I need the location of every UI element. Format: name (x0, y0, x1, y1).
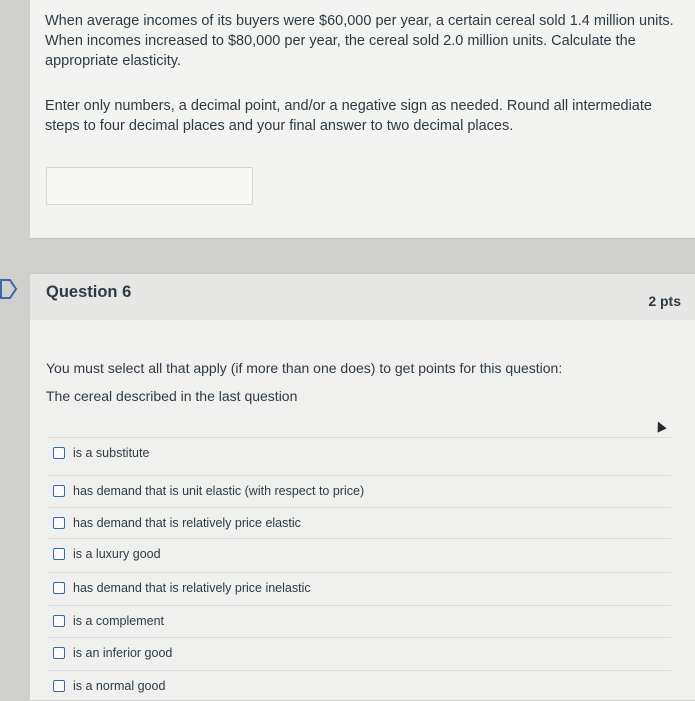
flag-question-icon[interactable] (0, 277, 20, 301)
option-relatively-price-inelastic[interactable] (48, 572, 671, 603)
option-label: is a complement (73, 614, 165, 628)
option-inferior-good[interactable] (48, 637, 671, 668)
checkbox-icon[interactable] (53, 517, 65, 529)
checkbox-icon[interactable] (53, 485, 65, 497)
option-normal-good[interactable] (48, 670, 671, 701)
checkbox-icon[interactable] (53, 615, 65, 627)
checkbox-icon[interactable] (53, 548, 65, 560)
option-label: has demand that is unit elastic (with respect to price) (73, 484, 365, 498)
option-label: has demand that is relatively price inelastic (73, 581, 311, 595)
option-is-a-substitute[interactable] (48, 437, 671, 468)
option-label: is a luxury good (73, 547, 161, 561)
option-luxury-good[interactable] (48, 538, 671, 569)
checkbox-icon[interactable] (53, 582, 65, 594)
option-label: is an inferior good (73, 646, 173, 660)
question-title: Question 6 (46, 283, 132, 301)
checkbox-icon[interactable] (53, 647, 65, 659)
answer-input[interactable] (46, 167, 253, 205)
question-5-instructions: Enter only numbers, a decimal point, and/or a negative sign as needed. Round all intermediate steps to four decimal places and your final answer to two decimal places. (45, 98, 652, 134)
question-instruction: You must select all that apply (if more than one does) to get points for this question: (46, 360, 563, 376)
question-6-body (30, 320, 695, 700)
checkbox-icon[interactable] (53, 680, 65, 692)
option-label: has demand that is relatively price elastic (73, 516, 301, 530)
question-points: 2 pts (648, 293, 681, 309)
option-complement[interactable] (48, 605, 671, 636)
question-6-header (30, 273, 695, 321)
option-label: is a substitute (73, 446, 150, 460)
option-label: is a normal good (73, 679, 166, 693)
question-5-body (30, 0, 695, 239)
checkbox-icon[interactable] (53, 447, 65, 459)
option-unit-elastic[interactable] (48, 475, 671, 506)
question-stem: The cereal described in the last question (46, 388, 298, 404)
option-relatively-price-elastic[interactable] (48, 507, 671, 538)
question-5-prompt: When average incomes of its buyers were $60,000 per year, a certain cereal sold 1.4 million units. When incomes increased to $80,000 per year, the cereal sold 2.0 million units. Calculate the appropriate elasticity. (45, 13, 674, 69)
